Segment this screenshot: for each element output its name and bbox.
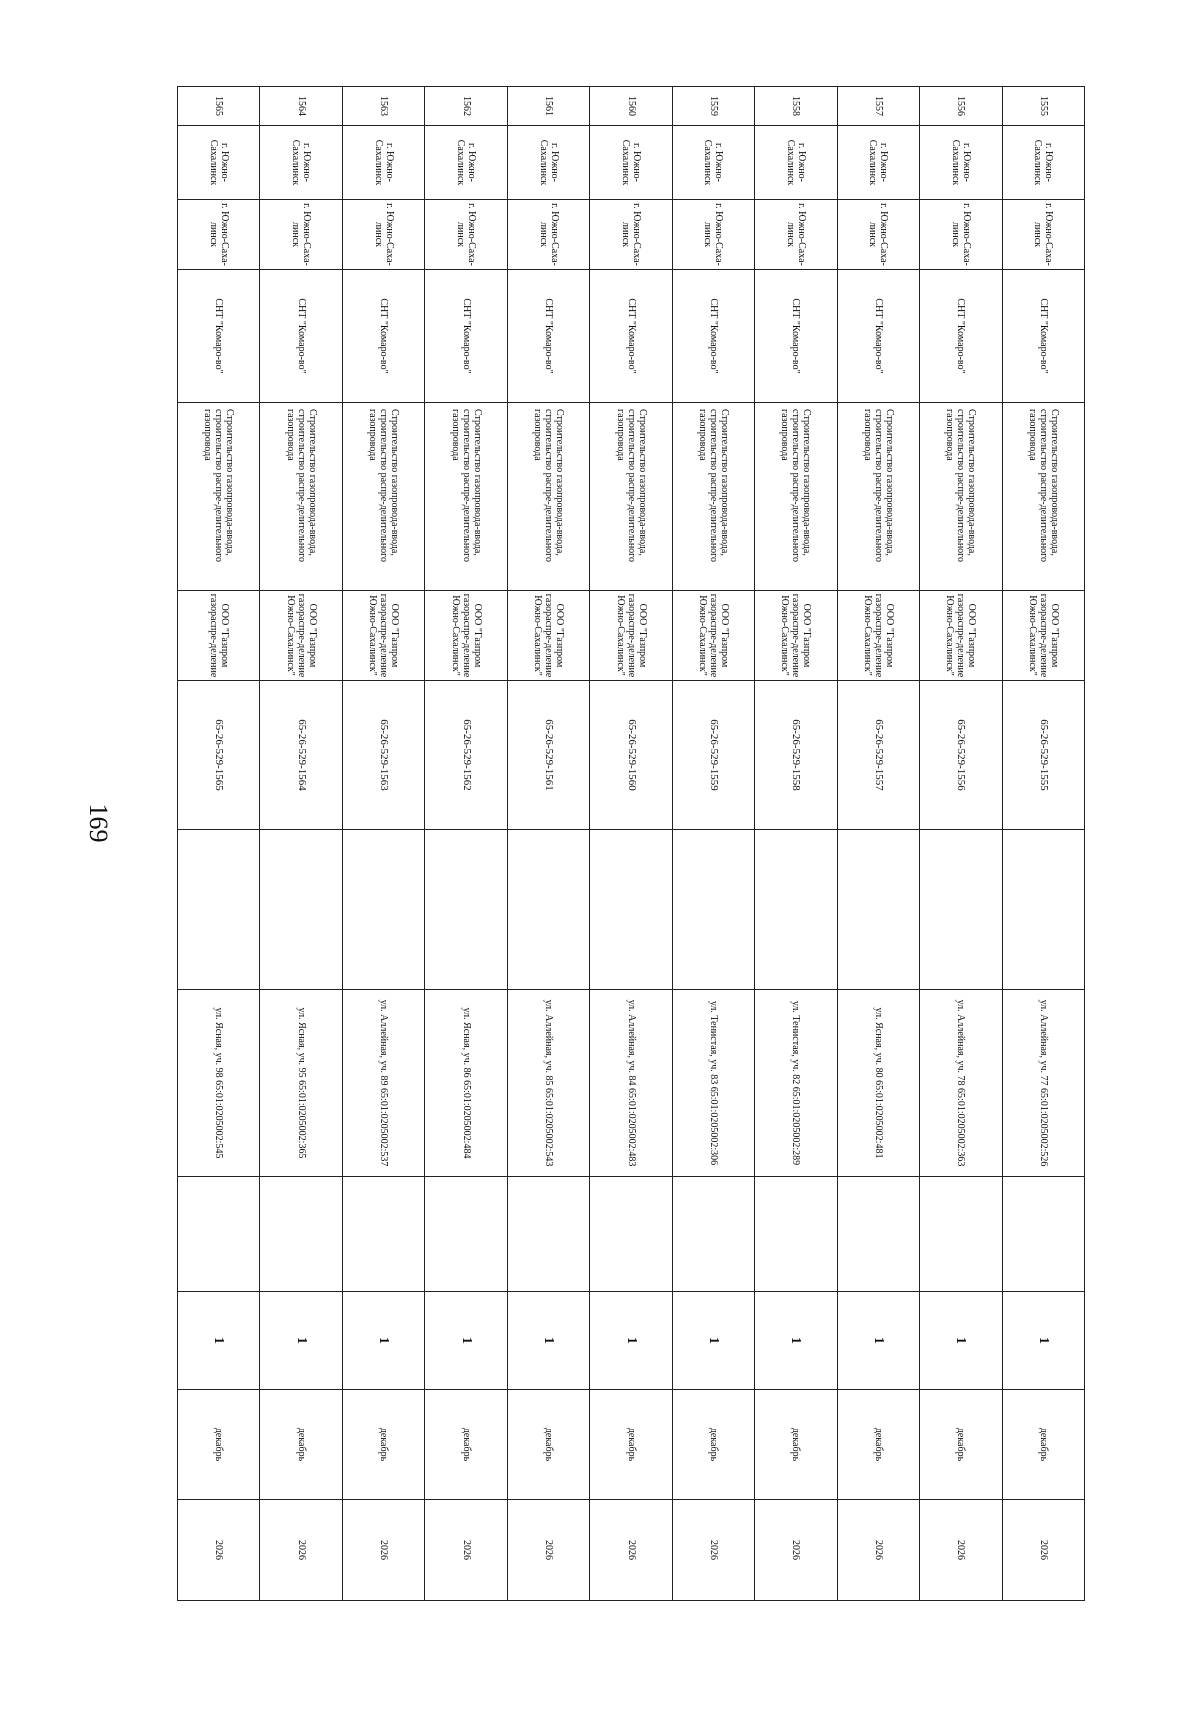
cell-note bbox=[342, 830, 424, 990]
cell-description: Строительство газопровода-ввода, строительство распре-делительного газопровода bbox=[342, 403, 424, 591]
cell-row-number: 1558 bbox=[755, 87, 837, 126]
cell-settlement: г. Южно-Саха-линск bbox=[342, 200, 424, 270]
cell-object: СНТ "Комаро-во" bbox=[920, 270, 1002, 403]
cell-district: г. Южно-Сахалинск bbox=[1002, 126, 1084, 200]
rotated-table-wrapper bbox=[177, 86, 1085, 1560]
cell-address: ул. Аллейная, уч. 85 65:01:0205002:543 bbox=[507, 990, 589, 1177]
cell-organization: ООО "Газпром газораспре-деление Южно-Сахалинск" bbox=[837, 591, 919, 681]
cell-description: Строительство газопровода-ввода, строительство распре-делительного газопровода bbox=[425, 403, 507, 591]
cell-code: 65-26-529-1559 bbox=[672, 681, 754, 830]
cell-quantity: 1 bbox=[920, 1292, 1002, 1390]
cell-district: г. Южно-Сахалинск bbox=[920, 126, 1002, 200]
cell-description: Строительство газопровода-ввода, строительство распре-делительного газопровода bbox=[590, 403, 672, 591]
table-row bbox=[1002, 87, 1084, 1601]
cell-note bbox=[590, 830, 672, 990]
cell-settlement: г. Южно-Саха-линск bbox=[672, 200, 754, 270]
cell-month: декабрь bbox=[672, 1390, 754, 1500]
cell-quantity: 1 bbox=[507, 1292, 589, 1390]
cell-year: 2026 bbox=[920, 1500, 1002, 1601]
cell-quantity: 1 bbox=[837, 1292, 919, 1390]
cell-description: Строительство газопровода-ввода, строительство распре-делительного газопровода bbox=[260, 403, 342, 591]
cell-row-number: 1555 bbox=[1002, 87, 1084, 126]
cell-district: г. Южно-Сахалинск bbox=[507, 126, 589, 200]
cell-month: декабрь bbox=[178, 1390, 260, 1500]
cell-quantity: 1 bbox=[755, 1292, 837, 1390]
cell-code: 65-26-529-1560 bbox=[590, 681, 672, 830]
cell-row-number: 1559 bbox=[672, 87, 754, 126]
cell-description: Строительство газопровода-ввода, строительство распре-делительного газопровода bbox=[920, 403, 1002, 591]
cell-code: 65-26-529-1562 bbox=[425, 681, 507, 830]
cell-note bbox=[260, 830, 342, 990]
cell-address: ул. Тенистая, уч. 82 65:01:0205002:289 bbox=[755, 990, 837, 1177]
cell-code: 65-26-529-1563 bbox=[342, 681, 424, 830]
cell-address: ул. Ясная, уч. 98 65:01:0205002:545 bbox=[178, 990, 260, 1177]
cell-organization: ООО "Газпром газораспре-деление bbox=[178, 591, 260, 681]
cell-year: 2026 bbox=[672, 1500, 754, 1601]
cell-code: 65-26-529-1557 bbox=[837, 681, 919, 830]
cell-object: СНТ "Комаро-во" bbox=[590, 270, 672, 403]
cell-object: СНТ "Комаро-во" bbox=[507, 270, 589, 403]
cell-year: 2026 bbox=[507, 1500, 589, 1601]
cell-quantity: 1 bbox=[425, 1292, 507, 1390]
cell-code: 65-26-529-1565 bbox=[178, 681, 260, 830]
table-row bbox=[178, 87, 260, 1601]
cell-note bbox=[178, 830, 260, 990]
table-body bbox=[178, 87, 1085, 1601]
cell-row-number: 1556 bbox=[920, 87, 1002, 126]
cell-extra bbox=[672, 1177, 754, 1292]
cell-organization: ООО "Газпром газораспре-деление Южно-Сахалинск" bbox=[672, 591, 754, 681]
cell-month: декабрь bbox=[425, 1390, 507, 1500]
cell-settlement: г. Южно-Саха-линск bbox=[837, 200, 919, 270]
cell-address: ул. Аллейная, уч. 89 65:01:0205002:537 bbox=[342, 990, 424, 1177]
cell-extra bbox=[178, 1177, 260, 1292]
cell-row-number: 1562 bbox=[425, 87, 507, 126]
cell-month: декабрь bbox=[507, 1390, 589, 1500]
cell-extra bbox=[342, 1177, 424, 1292]
cell-object: СНТ "Комаро-во" bbox=[672, 270, 754, 403]
cell-note bbox=[837, 830, 919, 990]
cell-address: ул. Тенистая, уч. 83 65:01:0205002:306 bbox=[672, 990, 754, 1177]
cell-year: 2026 bbox=[260, 1500, 342, 1601]
cell-district: г. Южно-Сахалинск bbox=[425, 126, 507, 200]
table-row bbox=[425, 87, 507, 1601]
cell-year: 2026 bbox=[342, 1500, 424, 1601]
cell-description: Строительство газопровода-ввода, строительство распре-делительного газопровода bbox=[1002, 403, 1084, 591]
cell-row-number: 1565 bbox=[178, 87, 260, 126]
cell-description: Строительство газопровода-ввода, строительство распре-делительного газопровода bbox=[672, 403, 754, 591]
cell-district: г. Южно-Сахалинск bbox=[178, 126, 260, 200]
table-row bbox=[837, 87, 919, 1601]
cell-description: Строительство газопровода-ввода, строительство распре-делительного газопровода bbox=[507, 403, 589, 591]
table-row bbox=[590, 87, 672, 1601]
cell-code: 65-26-529-1561 bbox=[507, 681, 589, 830]
cell-extra bbox=[837, 1177, 919, 1292]
cell-month: декабрь bbox=[590, 1390, 672, 1500]
cell-address: ул. Ясная, уч. 95 65:01:0205002:365 bbox=[260, 990, 342, 1177]
cell-row-number: 1564 bbox=[260, 87, 342, 126]
cell-year: 2026 bbox=[837, 1500, 919, 1601]
cell-organization: ООО "Газпром газораспре-деление Южно-Сахалинск" bbox=[590, 591, 672, 681]
table-row bbox=[755, 87, 837, 1601]
cell-extra bbox=[425, 1177, 507, 1292]
cell-object: СНТ "Комаро-во" bbox=[837, 270, 919, 403]
cell-settlement: г. Южно-Саха-линск bbox=[755, 200, 837, 270]
cell-settlement: г. Южно-Саха-линск bbox=[920, 200, 1002, 270]
table-row bbox=[507, 87, 589, 1601]
cell-district: г. Южно-Сахалинск bbox=[672, 126, 754, 200]
cell-extra bbox=[507, 1177, 589, 1292]
cell-quantity: 1 bbox=[1002, 1292, 1084, 1390]
cell-extra bbox=[1002, 1177, 1084, 1292]
cell-description: Строительство газопровода-ввода, строительство распре-делительного газопровода bbox=[755, 403, 837, 591]
cell-row-number: 1557 bbox=[837, 87, 919, 126]
cell-extra bbox=[590, 1177, 672, 1292]
table-row bbox=[260, 87, 342, 1601]
cell-district: г. Южно-Сахалинск bbox=[837, 126, 919, 200]
cell-organization: ООО "Газпром газораспре-деление Южно-Сахалинск" bbox=[755, 591, 837, 681]
cell-settlement: г. Южно-Саха-линск bbox=[1002, 200, 1084, 270]
cell-note bbox=[672, 830, 754, 990]
cell-code: 65-26-529-1564 bbox=[260, 681, 342, 830]
cell-month: декабрь bbox=[920, 1390, 1002, 1500]
cell-organization: ООО "Газпром газораспре-деление Южно-Сахалинск" bbox=[920, 591, 1002, 681]
cell-settlement: г. Южно-Саха-линск bbox=[425, 200, 507, 270]
cell-organization: ООО "Газпром газораспре-деление Южно-Сахалинск" bbox=[507, 591, 589, 681]
cell-address: ул. Ясная, уч. 80 65:01:0205002:481 bbox=[837, 990, 919, 1177]
cell-address: ул. Аллейная, уч. 84 65:01:0205002:483 bbox=[590, 990, 672, 1177]
table-row bbox=[342, 87, 424, 1601]
cell-row-number: 1563 bbox=[342, 87, 424, 126]
cell-year: 2026 bbox=[425, 1500, 507, 1601]
cell-address: ул. Аллейная, уч. 78 65:01:0205002:363 bbox=[920, 990, 1002, 1177]
cell-code: 65-26-529-1558 bbox=[755, 681, 837, 830]
cell-year: 2026 bbox=[178, 1500, 260, 1601]
cell-month: декабрь bbox=[260, 1390, 342, 1500]
cell-note bbox=[507, 830, 589, 990]
cell-address: ул. Ясная, уч. 86 65:01:0205002:484 bbox=[425, 990, 507, 1177]
cell-extra bbox=[260, 1177, 342, 1292]
cell-quantity: 1 bbox=[672, 1292, 754, 1390]
cell-organization: ООО "Газпром газораспре-деление Южно-Сахалинск" bbox=[425, 591, 507, 681]
cell-note bbox=[755, 830, 837, 990]
cell-quantity: 1 bbox=[260, 1292, 342, 1390]
cell-note bbox=[920, 830, 1002, 990]
cell-month: декабрь bbox=[1002, 1390, 1084, 1500]
cell-object: СНТ "Комаро-во" bbox=[178, 270, 260, 403]
cell-month: декабрь bbox=[837, 1390, 919, 1500]
cell-quantity: 1 bbox=[178, 1292, 260, 1390]
cell-object: СНТ "Комаро-во" bbox=[260, 270, 342, 403]
cell-settlement: г. Южно-Саха-линск bbox=[507, 200, 589, 270]
cell-description: Строительство газопровода-ввода, строительство распре-делительного газопровода bbox=[837, 403, 919, 591]
cell-organization: ООО "Газпром газораспре-деление Южно-Сахалинск" bbox=[342, 591, 424, 681]
cell-quantity: 1 bbox=[590, 1292, 672, 1390]
cell-note bbox=[425, 830, 507, 990]
cell-district: г. Южно-Сахалинск bbox=[342, 126, 424, 200]
cell-organization: ООО "Газпром газораспре-деление Южно-Сахалинск" bbox=[1002, 591, 1084, 681]
cell-object: СНТ "Комаро-во" bbox=[425, 270, 507, 403]
page-number: 169 bbox=[84, 803, 113, 843]
cell-month: декабрь bbox=[342, 1390, 424, 1500]
cell-code: 65-26-529-1555 bbox=[1002, 681, 1084, 830]
cell-quantity: 1 bbox=[342, 1292, 424, 1390]
table-row bbox=[672, 87, 754, 1601]
cell-settlement: г. Южно-Саха-линск bbox=[590, 200, 672, 270]
cell-object: СНТ "Комаро-во" bbox=[755, 270, 837, 403]
cell-extra bbox=[755, 1177, 837, 1292]
cell-address: ул. Аллейная, уч. 77 65:01:0205002:526 bbox=[1002, 990, 1084, 1177]
cell-settlement: г. Южно-Саха-линск bbox=[260, 200, 342, 270]
cell-year: 2026 bbox=[590, 1500, 672, 1601]
cell-row-number: 1560 bbox=[590, 87, 672, 126]
cell-settlement: г. Южно-Саха-линск bbox=[178, 200, 260, 270]
cell-description: Строительство газопровода-ввода, строительство распре-делительного газопровода bbox=[178, 403, 260, 591]
cell-year: 2026 bbox=[1002, 1500, 1084, 1601]
cell-object: СНТ "Комаро-во" bbox=[1002, 270, 1084, 403]
cell-organization: ООО "Газпром газораспре-деление Южно-Сахалинск" bbox=[260, 591, 342, 681]
cell-note bbox=[1002, 830, 1084, 990]
cell-code: 65-26-529-1556 bbox=[920, 681, 1002, 830]
cell-year: 2026 bbox=[755, 1500, 837, 1601]
cell-extra bbox=[920, 1177, 1002, 1292]
cell-district: г. Южно-Сахалинск bbox=[590, 126, 672, 200]
gas-connection-table bbox=[177, 86, 1085, 1601]
cell-district: г. Южно-Сахалинск bbox=[755, 126, 837, 200]
cell-row-number: 1561 bbox=[507, 87, 589, 126]
table-row bbox=[920, 87, 1002, 1601]
cell-district: г. Южно-Сахалинск bbox=[260, 126, 342, 200]
cell-month: декабрь bbox=[755, 1390, 837, 1500]
cell-object: СНТ "Комаро-во" bbox=[342, 270, 424, 403]
